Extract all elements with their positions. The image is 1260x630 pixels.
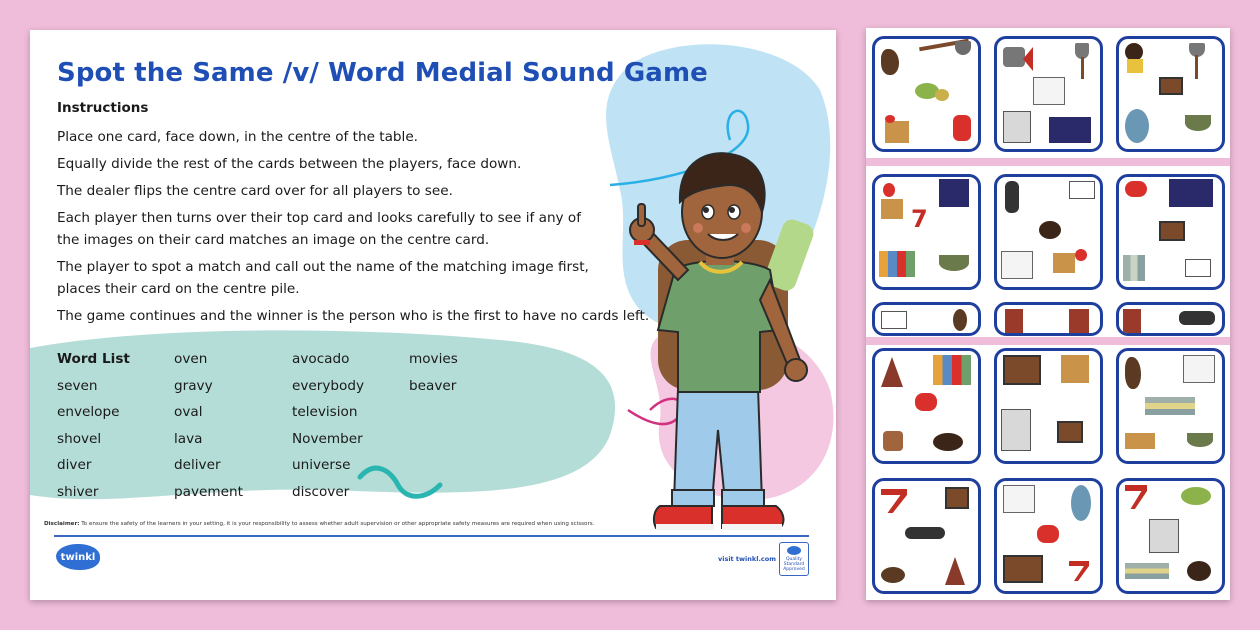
word-item: discover (292, 483, 350, 500)
universe-icon (1049, 117, 1091, 143)
beaver-icon (881, 49, 899, 75)
page-title: Spot the Same /v/ Word Medial Sound Game (57, 58, 708, 88)
game-card[interactable] (994, 174, 1103, 290)
game-sheet (30, 30, 836, 600)
word-item: diver (57, 457, 92, 474)
seven-icon (1125, 485, 1147, 509)
game-card[interactable] (872, 348, 981, 464)
envelope-icon (881, 311, 907, 329)
oven-icon (1003, 47, 1025, 67)
word-item: seven (57, 377, 98, 394)
word-item: avocado (292, 351, 350, 367)
child-icon (933, 433, 963, 451)
word-item: beaver (409, 377, 457, 394)
gravy-boat-icon (939, 255, 969, 271)
footer-divider (54, 535, 809, 537)
oval-icon (1071, 485, 1091, 521)
word-item: universe (292, 457, 351, 474)
gravy-boat-icon (1185, 115, 1211, 131)
seven-icon (881, 489, 907, 513)
word-item: everybody (292, 377, 365, 394)
word-item: shiver (57, 483, 99, 500)
envelope-icon (1185, 259, 1211, 277)
delivery-person-icon (883, 183, 895, 197)
disclaimer: Disclaimer: To ensure the safety of the learners in your setting, it is your responsibility to assess whether adult supervision or other appropriate safety measures are required when using scissors. (44, 521, 595, 527)
word-list-column-2 (174, 346, 243, 506)
word-list-column-4 (409, 346, 458, 399)
diver-icon (905, 527, 945, 539)
universe-icon (1169, 179, 1213, 207)
calendar-icon (1001, 251, 1033, 279)
shovel-blade-icon (955, 41, 971, 55)
seven-icon: 7 (911, 205, 928, 233)
delivery-person-icon (885, 115, 895, 123)
word-list-column-3 (292, 346, 364, 506)
lava-icon (1069, 309, 1089, 333)
deliver-icon (1125, 433, 1155, 449)
instructions-list (57, 126, 657, 332)
envelope-icon (1069, 181, 1095, 199)
calendar-icon (1183, 355, 1215, 383)
lava-icon (945, 557, 965, 585)
word-item: envelope (57, 404, 120, 421)
beaver-icon (881, 567, 905, 583)
pavement-icon (1125, 563, 1169, 579)
word-item: November (292, 430, 363, 447)
word-item: oval (174, 404, 203, 421)
child-icon (1187, 561, 1211, 581)
visit-link[interactable]: visit twinkl.com (718, 555, 777, 563)
avocado-icon (1181, 487, 1211, 505)
game-card[interactable] (994, 36, 1103, 152)
game-card[interactable] (872, 302, 981, 336)
child-icon (1039, 221, 1061, 239)
delivery-person-icon (881, 199, 903, 219)
delivery-person-icon (885, 121, 909, 143)
instruction-step: Each player then turns over their top card and looks carefully to see if any of the images on their card matches an image on the centre card. (57, 210, 582, 248)
word-item: oven (174, 351, 208, 367)
diver-icon (1005, 181, 1019, 213)
game-card[interactable] (994, 478, 1103, 594)
instruction-step: The dealer flips the centre card over for all players to see. (57, 183, 453, 199)
game-card[interactable] (872, 36, 981, 152)
twinkl-logo[interactable]: twinkl (56, 544, 100, 570)
boy-illustration (600, 130, 830, 540)
pavement-icon (1145, 397, 1195, 415)
word-list-heading: Word List (57, 351, 130, 367)
word-list-column-1 (57, 346, 130, 506)
everybody-icon (933, 355, 971, 385)
lava-icon (1123, 309, 1141, 333)
shivering-child-icon (953, 115, 971, 141)
calendar-icon (1003, 485, 1035, 513)
word-item: shovel (57, 430, 102, 447)
gravy-boat-icon (1187, 433, 1213, 447)
deliver-icon (883, 431, 903, 451)
instruction-step: The player to spot a match and call out the name of the matching image first, places their card on the centre pile. (57, 259, 589, 297)
calendar-icon (1033, 77, 1065, 105)
avocado-icon (935, 89, 949, 101)
shovel-handle-icon (1195, 55, 1198, 79)
television-icon (945, 487, 969, 509)
quality-badge: Quality Standard Approved (779, 542, 809, 576)
television-icon (1159, 221, 1185, 241)
everybody-icon (879, 251, 915, 277)
game-card[interactable] (1116, 174, 1225, 290)
game-card[interactable] (1116, 348, 1225, 464)
movies-icon (1003, 355, 1041, 385)
word-item: television (292, 404, 358, 421)
universe-icon (939, 179, 969, 207)
instructions-heading: Instructions (57, 100, 149, 116)
word-item: gravy (174, 377, 213, 394)
word-item: movies (409, 351, 458, 367)
game-card[interactable] (872, 174, 981, 290)
delivery-person-icon (1053, 253, 1075, 273)
sheet-separator (866, 337, 1230, 345)
beaver-icon (1125, 357, 1141, 389)
shovel-handle-icon (1081, 57, 1084, 79)
game-card[interactable] (1116, 478, 1225, 594)
television-icon (1159, 77, 1183, 95)
word-item: pavement (174, 483, 243, 500)
delivery-person-icon (1075, 249, 1087, 261)
instruction-step: Equally divide the rest of the cards between the players, face down. (57, 156, 522, 172)
shivering-child-icon (915, 393, 937, 411)
pavement-icon (1123, 255, 1145, 281)
sheet-separator (866, 158, 1230, 166)
oven-icon (1001, 409, 1031, 451)
delivery-person-icon (1061, 355, 1089, 383)
word-item: lava (174, 430, 203, 447)
game-card[interactable] (872, 478, 981, 594)
instruction-step: Place one card, face down, in the centre of the table. (57, 129, 419, 145)
oval-icon (1125, 109, 1149, 143)
game-card[interactable] (994, 348, 1103, 464)
game-card[interactable] (1116, 36, 1225, 152)
game-card[interactable] (1116, 302, 1225, 336)
television-icon (1057, 421, 1083, 443)
lava-icon (1005, 309, 1023, 333)
oven-icon (1003, 111, 1031, 143)
shivering-child-icon (1125, 181, 1147, 197)
oven-icon (1149, 519, 1179, 553)
shivering-child-icon (1037, 525, 1059, 543)
instruction-step: The game continues and the winner is the person who is the first to have no cards left. (57, 308, 650, 324)
beaver-icon (953, 309, 967, 331)
child-icon (1127, 59, 1143, 73)
movies-icon (1003, 555, 1043, 583)
diver-icon (1179, 311, 1215, 325)
game-card[interactable] (994, 302, 1103, 336)
lava-icon (881, 357, 903, 387)
seven-icon (1069, 561, 1089, 581)
word-item: deliver (174, 457, 221, 474)
